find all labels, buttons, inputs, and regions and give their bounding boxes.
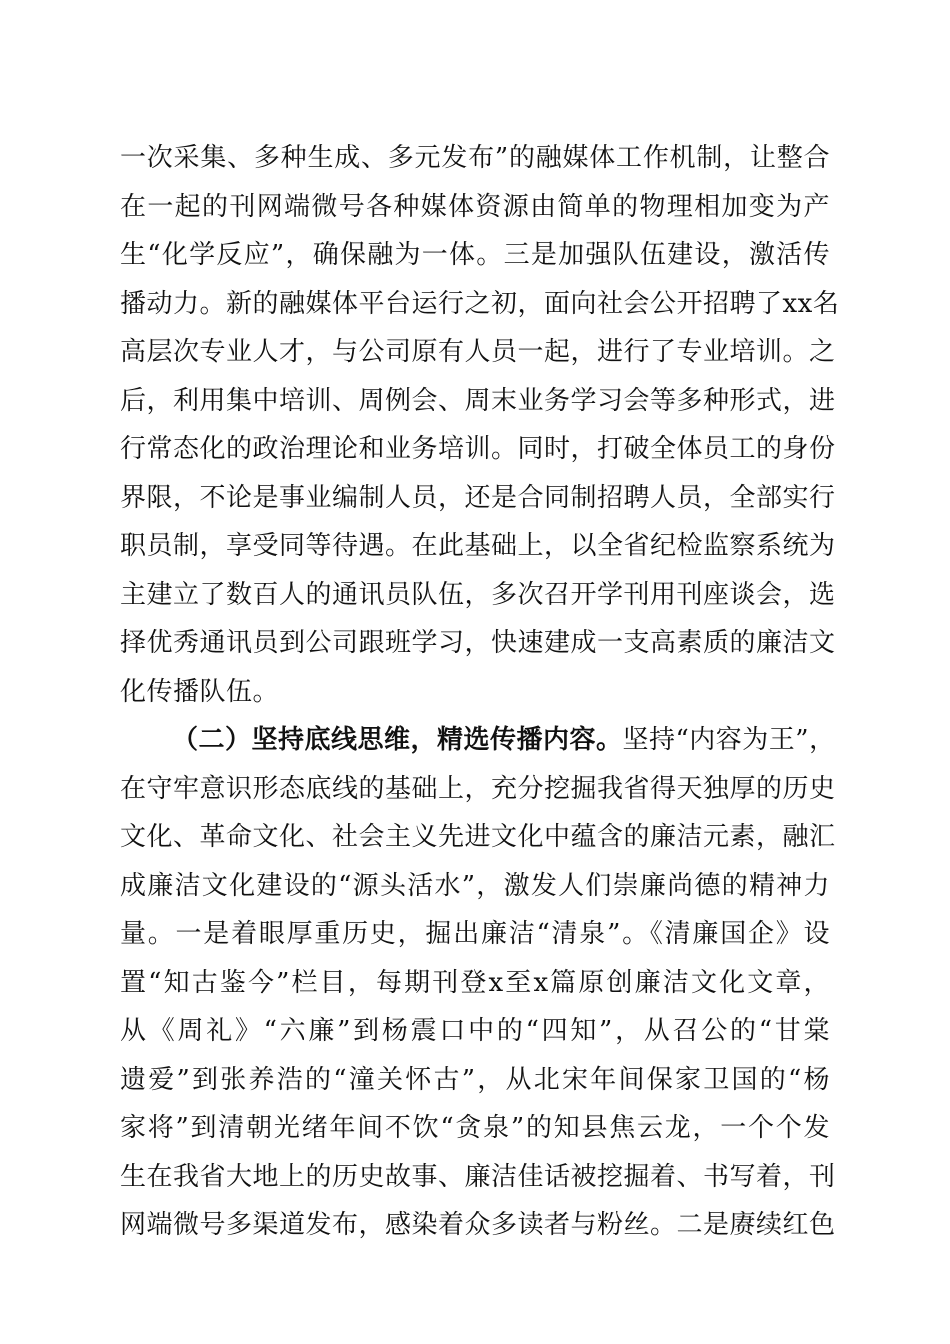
paragraph-line: 网端微号多渠道发布，感染着众多读者与粉丝。二是赓续红色: [120, 1210, 836, 1240]
paragraph-line: 量。一是着眼厚重历史，掘出廉洁“清泉”。《清廉国企》设: [120, 919, 830, 949]
paragraph-line: 生在我省大地上的历史故事、廉洁佳话被挖掘着、书写着，刊: [120, 1162, 836, 1192]
paragraph-line: 遗爱”到张养浩的“潼关怀古”，从北宋年间保家卫国的“杨: [120, 1065, 830, 1095]
paragraph-line: 文化、革命文化、社会主义先进文化中蕴含的廉洁元素，融汇: [120, 822, 836, 852]
paragraph-line: 家将”到清朝光绪年间不饮“贪泉”的知县焦云龙，一个个发: [120, 1113, 830, 1143]
paragraph-line: 一次采集、多种生成、多元发布”的融媒体工作机制，让整合: [120, 143, 830, 173]
paragraph-line: 高层次专业人才，与公司原有人员一起，进行了专业培训。之: [120, 337, 836, 367]
paragraph-line: 行常态化的政治理论和业务培训。同时，打破全体员工的身份: [120, 434, 836, 464]
paragraph-line: 择优秀通讯员到公司跟班学习，快速建成一支高素质的廉洁文: [120, 628, 836, 658]
paragraph-line: 置“知古鉴今”栏目，每期刊登x至x篇原创廉洁文化文章，: [120, 968, 830, 998]
paragraph-line: 后，利用集中培训、周例会、周末业务学习会等多种形式，进: [120, 386, 836, 416]
paragraph-line: 从《周礼》“六廉”到杨震口中的“四知”，从召公的“甘棠: [120, 1016, 830, 1046]
section-heading-line: [172, 716, 836, 764]
paragraph-line: 播动力。新的融媒体平台运行之初，面向社会公开招聘了xx名: [120, 289, 840, 319]
paragraph-line: 生“化学反应”，确保融为一体。三是加强队伍建设，激活传: [120, 240, 830, 270]
paragraph-line: 主建立了数百人的通讯员队伍，多次召开学刊用刊座谈会，选: [120, 580, 836, 610]
paragraph-line: 职员制，享受同等待遇。在此基础上，以全省纪检监察系统为: [120, 531, 836, 561]
paragraph-line: 在一起的刊网端微号各种媒体资源由简单的物理相加变为产: [120, 192, 830, 222]
paragraph-line: 界限，不论是事业编制人员，还是合同制招聘人员，全部实行: [120, 483, 836, 513]
section-heading-rest: 坚持“内容为王”，: [622, 725, 836, 755]
paragraph-line: 在守牢意识形态底线的基础上，充分挖掘我省得天独厚的历史: [120, 774, 836, 804]
paragraph-line: 化传播队伍。: [120, 677, 280, 707]
paragraph-line: 成廉洁文化建设的“源头活水”，激发人们崇廉尚德的精神力: [120, 871, 830, 901]
section-heading: （二）坚持底线思维，精选传播内容。: [172, 725, 623, 755]
